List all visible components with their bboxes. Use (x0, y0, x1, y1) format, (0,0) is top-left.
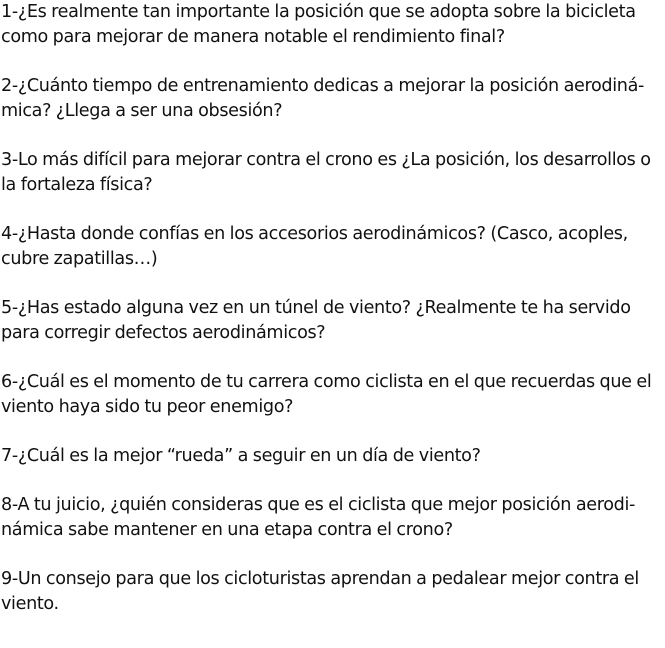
question-8 (1, 493, 663, 543)
question-5-line-2: para corregir defectos aerodinámicos? (1, 323, 326, 343)
question-2-line-1: 2-¿Cuánto tiempo de entrenamiento dedicas a mejorar la posición aerodiná- (1, 76, 645, 96)
question-3 (1, 148, 663, 198)
question-8-line-2: námica sabe mantener en una etapa contra el crono? (1, 520, 453, 540)
question-3-line-1: 3-Lo más difícil para mejorar contra el crono es ¿La posición, los desarrollos o (1, 150, 651, 170)
question-1 (1, 0, 663, 50)
question-9 (1, 567, 663, 617)
question-2 (1, 74, 663, 124)
question-4-line-2: cubre zapatillas…) (1, 249, 158, 269)
question-9-line-1: 9-Un consejo para que los cicloturistas aprendan a pedalear mejor contra el (1, 569, 639, 589)
question-list (1, 0, 663, 641)
question-6-line-1: 6-¿Cuál es el momento de tu carrera como ciclista en el que recuerdas que el (1, 372, 652, 392)
question-4-line-1: 4-¿Hasta donde confías en los accesorios aerodinámicos? (Casco, acoples, (1, 224, 628, 244)
question-7-line-1: 7-¿Cuál es la mejor “rueda” a seguir en un día de viento? (1, 446, 481, 466)
question-9-line-2: viento. (1, 594, 59, 614)
question-6 (1, 370, 663, 420)
question-7 (1, 444, 663, 469)
question-3-line-2: la fortaleza física? (1, 175, 153, 195)
question-4 (1, 222, 663, 272)
question-2-line-2: mica? ¿Llega a ser una obsesión? (1, 101, 283, 121)
question-1-line-1: 1-¿Es realmente tan importante la posición que se adopta sobre la bicicleta (1, 2, 636, 22)
question-5-line-1: 5-¿Has estado alguna vez en un túnel de viento? ¿Realmente te ha servido (1, 298, 631, 318)
question-1-line-2: como para mejorar de manera notable el rendimiento final? (1, 27, 505, 47)
question-6-line-2: viento haya sido tu peor enemigo? (1, 397, 294, 417)
question-8-line-1: 8-A tu juicio, ¿quién consideras que es el ciclista que mejor posición aerodi- (1, 495, 636, 515)
question-5 (1, 296, 663, 346)
